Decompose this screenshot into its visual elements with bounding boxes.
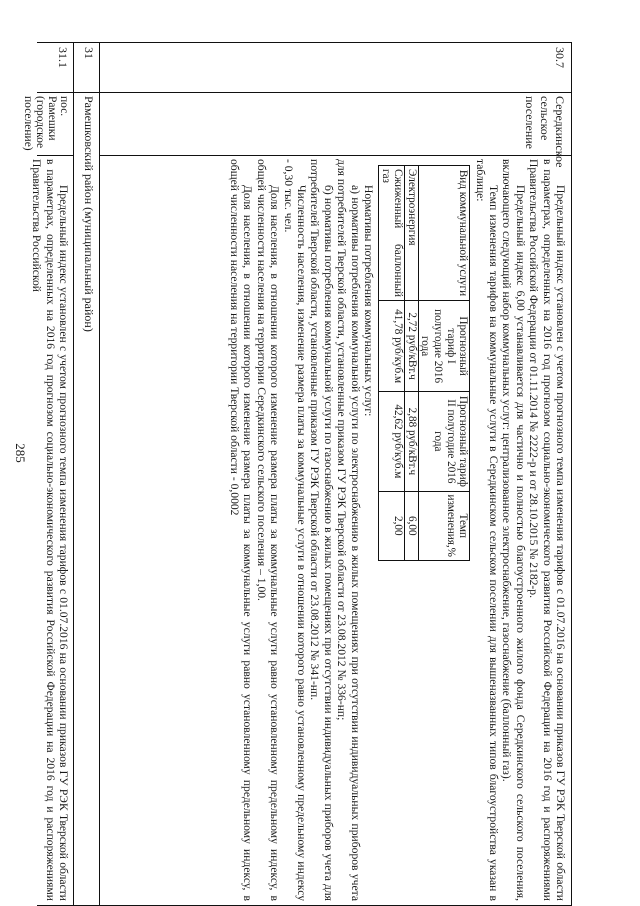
paragraph: Предельный индекс 6,00 устанавливается для частично и полностью благоустроенного жилого фонда Середкинского сельского поселения, включающего следующий набор коммунальных услуг: централизованное электроснабжение, газоснабжение (баллонный газ).	[500, 159, 527, 901]
section-title: Рамешковский район (муниципальный район)	[82, 96, 96, 332]
tariff-cell: 2,72 руб/кВт.ч	[405, 301, 419, 392]
tariff-table-row	[405, 166, 419, 561]
paragraph: а) нормативы потребления коммунальной услуги по электроснабжению в жилых помещениях при отсутствии индивидуальных приборов учета для потребителей Тверской области, установленные приказом ГУ РЭК Тверской области от 23.08.2012 № 336-нп;	[335, 159, 362, 901]
table-row	[99, 43, 571, 906]
page-number: 285	[13, 443, 28, 463]
municipality-name-line: сельское	[538, 96, 552, 141]
tariff-cell: Электроэнергия	[405, 166, 419, 301]
paragraph: Предельный индекс установлен с учетом прогнозного темпа изменения тарифов с 01.07.2016 на основании приказов ГУ РЭК Тверской области в параметрах, определенных на 2016 год прогнозом социально-экономического развития Российской Федерации на 2016 год и распоряжениями Правительства Российской	[30, 159, 70, 901]
tariff-header-cell: Темп изменения,%	[418, 491, 469, 560]
row-number: 31.1	[56, 47, 70, 68]
row-number: 30.7	[553, 47, 567, 68]
table-section-row	[73, 43, 100, 906]
tariff-cell: 2,88 руб/кВт.ч	[405, 392, 419, 491]
tariff-cell: Сжиженный баллонный газ	[379, 166, 405, 301]
municipality-name-line: поселение	[523, 96, 537, 150]
paragraph: Численность населения, изменение размера платы за коммунальные услуги в отношении которого равно установленному предельному индексу - 0,30 тыс. чел.	[281, 159, 308, 901]
municipality-name-line: (городское	[34, 96, 46, 149]
tariff-header-cell: Прогнозный тариф II полугодие 2016 года	[418, 392, 469, 491]
paragraph: Предельный индекс установлен с учетом прогнозного темпа изменения тарифов с 01.07.2016 на основании приказов ГУ РЭК Тверской области в параметрах, определенных на 2016 год прогнозом социально-экономического развития Российской Федерации на 2016 год и распоряжениями Правительства Российской Федерации от 01.11.2014 № 2222-р и от 28.10.2015 № 2182-р.	[527, 159, 567, 901]
tariff-table-row	[379, 166, 405, 561]
paragraph: Темп изменения тарифов на коммунальные услуги в Середкинском сельском поселении для вышеназванных типов благоустройства указан в таблице:	[473, 159, 500, 901]
municipality-name	[522, 92, 571, 168]
regions-table	[22, 42, 572, 906]
table-row	[22, 43, 74, 906]
index-description	[30, 155, 74, 905]
paragraph: Доля населения, в отношении которого изменение размера платы за коммунальные услуги равно установленному предельному индексу, в общей численности населения на территории Середкинского сельского поселения – 1,00.	[254, 159, 282, 901]
municipality-name	[22, 92, 74, 155]
municipality-name-line: Середкинское	[553, 96, 567, 168]
paragraph: Нормативы потребления коммунальных услуг:	[362, 185, 375, 417]
index-description	[228, 155, 571, 905]
municipality-name-line: поселение)	[22, 96, 34, 151]
tariff-cell: 42,62 руб/куб.м	[379, 392, 405, 491]
tariff-table	[378, 165, 470, 561]
row-number: 31	[82, 47, 96, 59]
paragraph: б) нормативы потребления коммунальной услуги по газоснабжению в жилых помещениях при отсутствии индивидуальных приборов учета для потребителей Тверской области, установленные приказом ГУ РЭК Тверской области от 23.08.2012 № 341-нп.	[308, 159, 335, 901]
column-divider	[100, 92, 571, 93]
tariff-cell: 2,00	[379, 491, 405, 560]
tariff-cell: 41,78 руб/куб.м	[379, 301, 405, 392]
tariff-cell: 6,00	[405, 491, 419, 560]
paragraph: Доля населения, в отношении которого изменение размера платы за коммунальные услуги равно установленному предельному индексу, в общей численности населения на территории Тверской области - 0,0002	[227, 159, 255, 901]
municipality-name-line: пос. Рамешки	[46, 96, 70, 141]
tariff-header-cell: Прогнозный тариф I полугодие 2016 года	[418, 301, 469, 392]
tariff-table-header	[418, 166, 469, 561]
tariff-header-cell: Вид коммунальной услуги	[418, 166, 469, 301]
